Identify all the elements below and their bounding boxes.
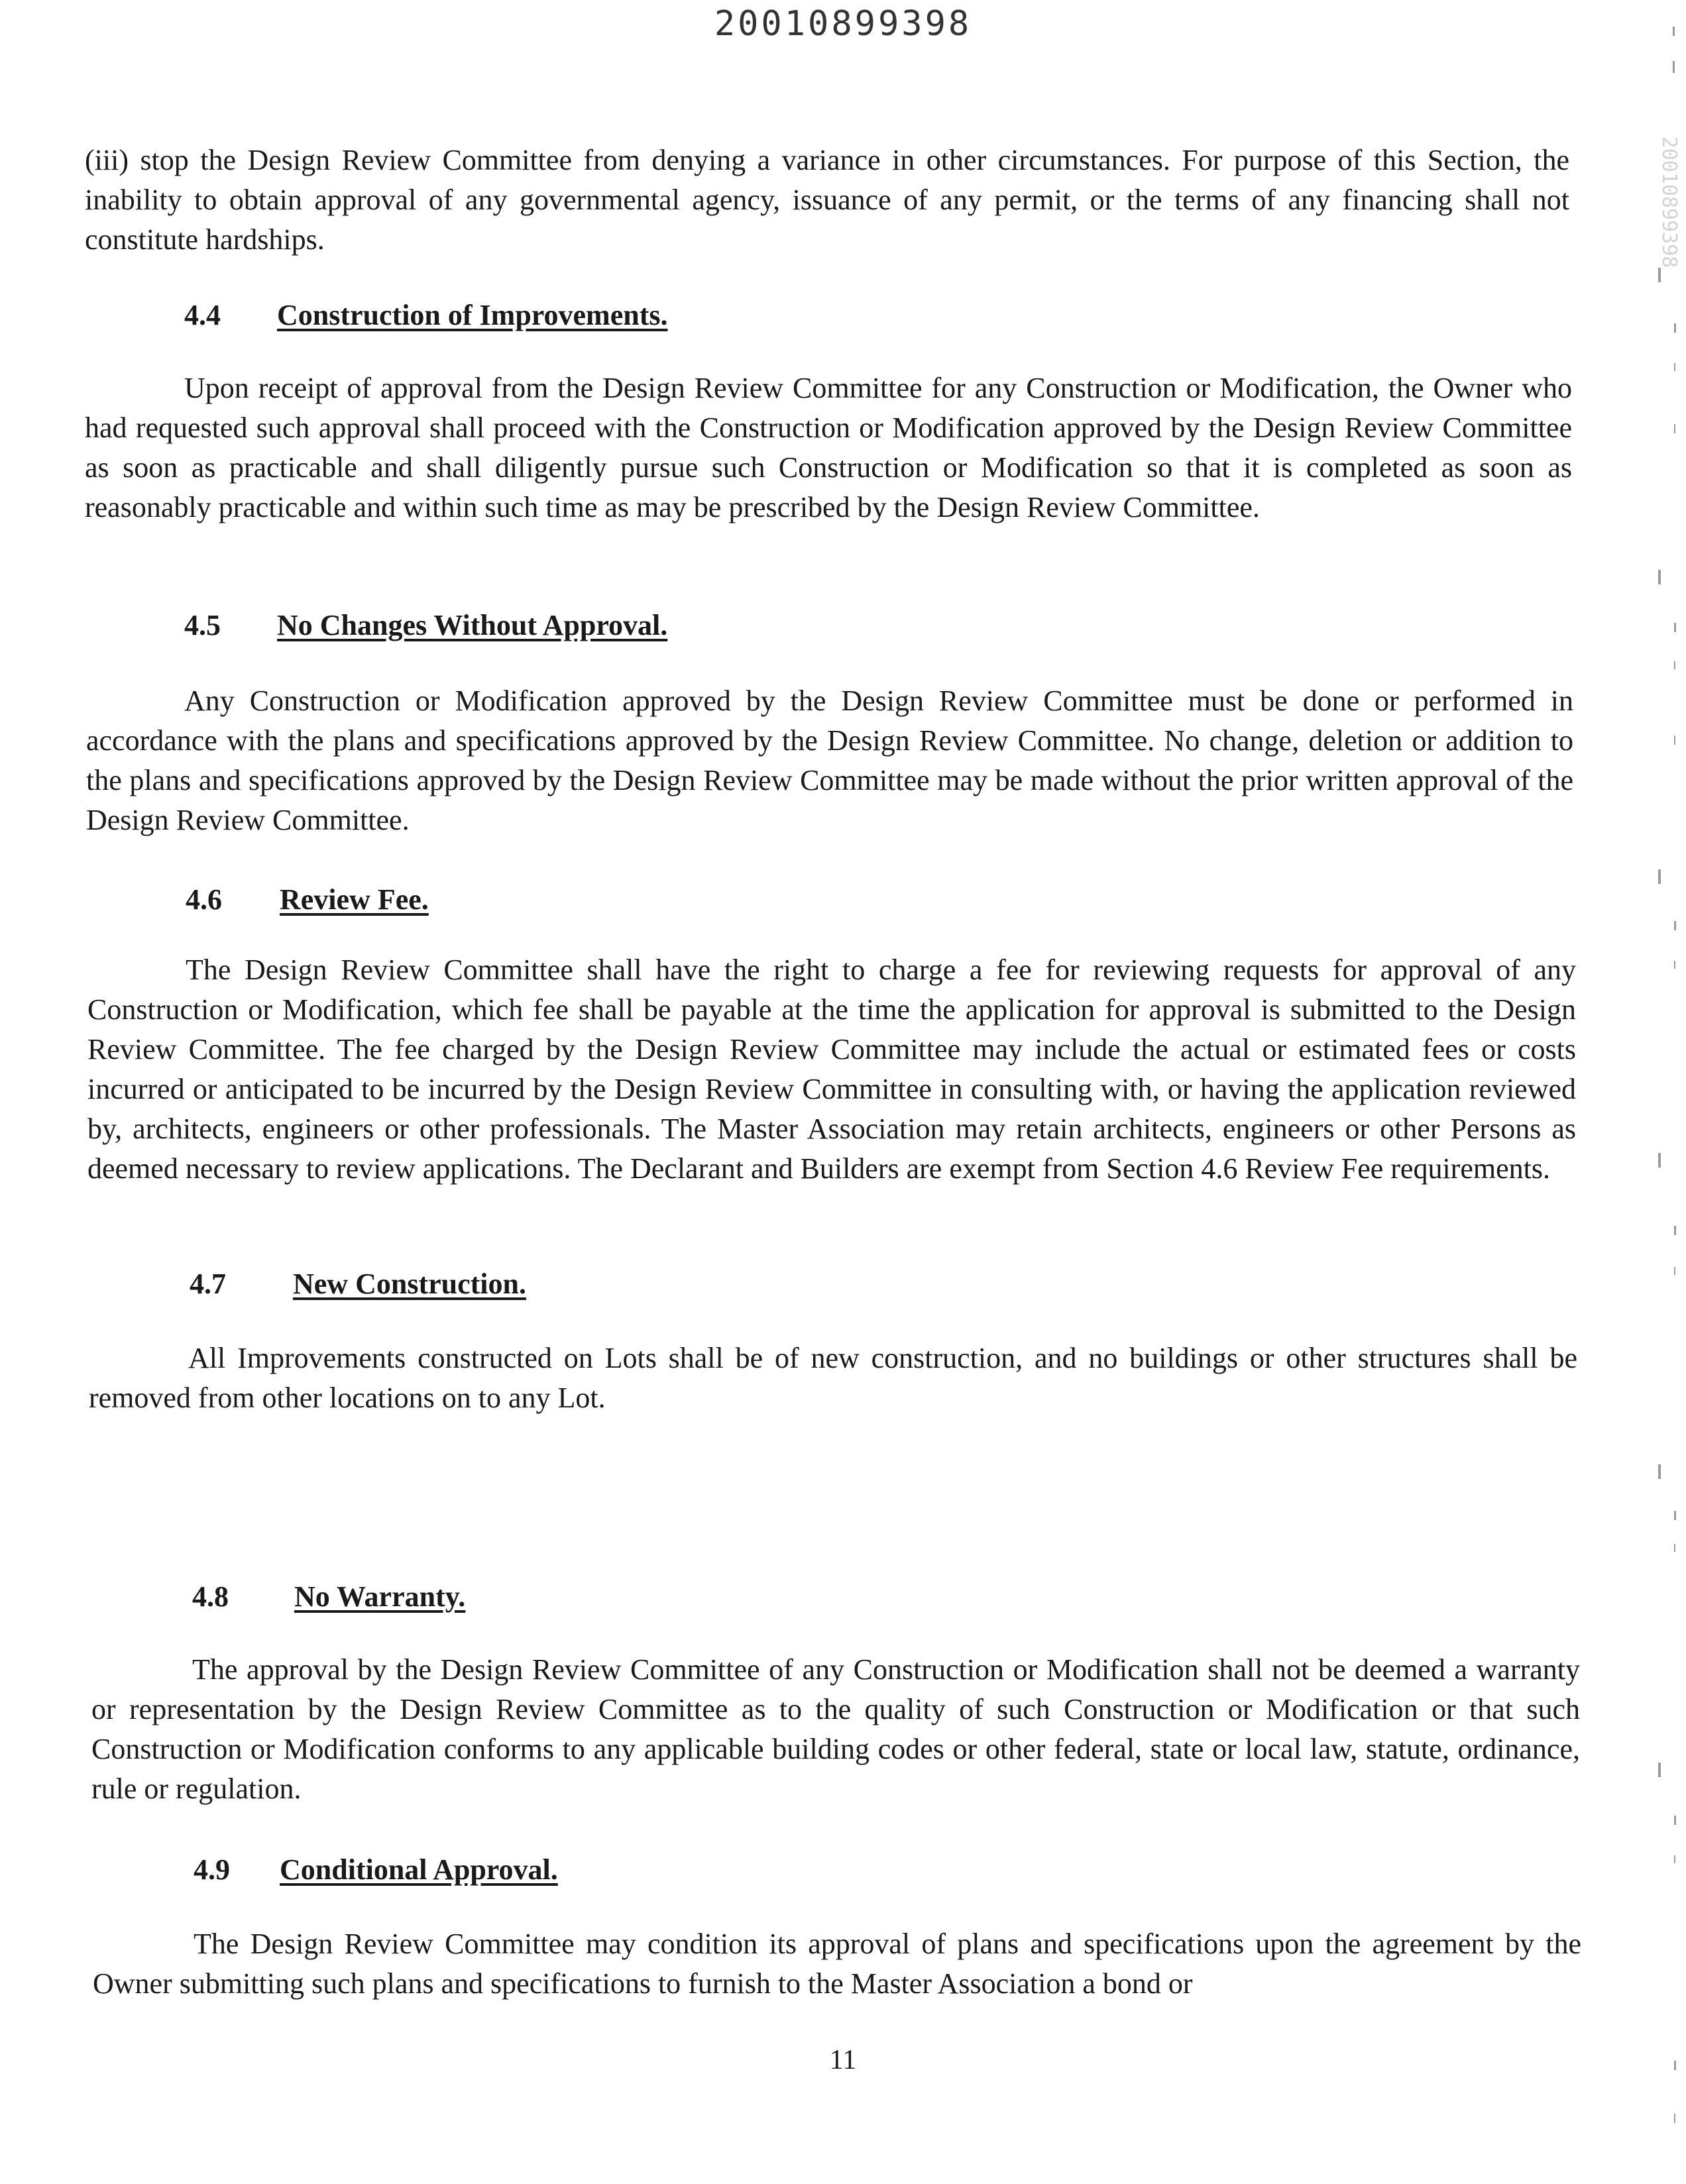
margin-stamp-text: 20010899398 bbox=[1658, 136, 1681, 268]
section-title: Conditional Approval. bbox=[280, 1853, 558, 1886]
speck bbox=[1674, 323, 1676, 333]
section-number: 4.7 bbox=[190, 1268, 226, 1300]
speck bbox=[1674, 363, 1675, 371]
section-4-4-heading bbox=[184, 296, 668, 335]
speck bbox=[1658, 268, 1661, 282]
speck bbox=[1674, 1816, 1676, 1825]
speck bbox=[1674, 424, 1675, 433]
intro-paragraph: (iii) stop the Design Review Committee from denying a variance in other circumstances. For purpose of this Section, the inability to obtain approval of any governmental agency, issuance of any permit, or the terms of any financing shall not constitute hardships. bbox=[85, 144, 1569, 256]
section-4-8-heading bbox=[192, 1577, 465, 1617]
speck bbox=[1674, 961, 1675, 969]
section-4-6-body: The Design Review Committee shall have the right to charge a fee for reviewing requests for approval of any Construction or Modification, which fee shall be payable at the time the application for approval is submitted to the Design Review Committee. The fee charged by the Design Review Committee may include the actual or estimated fees or costs incurred or anticipated to be incurred by the Design Review Committee in consulting with, or having the application reviewed by, architects, engineers or other professionals. The Master Association may retain architects, engineers or other Persons as deemed necessary to review applications. The Declarant and Builders are exempt from Section 4.6 Review Fee requirements. bbox=[87, 954, 1576, 1185]
section-number: 4.6 bbox=[186, 883, 222, 916]
section-4-5-heading bbox=[184, 606, 667, 645]
speck bbox=[1674, 1226, 1676, 1235]
speck bbox=[1658, 1464, 1661, 1479]
section-4-7-body: All Improvements constructed on Lots shall be of new construction, and no buildings or other structures shall be removed from other locations on to any Lot. bbox=[89, 1342, 1577, 1414]
speck bbox=[1674, 623, 1676, 632]
section-4-9-heading bbox=[194, 1850, 558, 1890]
document-number: 20010899398 bbox=[714, 4, 972, 44]
speck bbox=[1674, 1267, 1675, 1275]
page-number: 11 bbox=[829, 2045, 857, 2075]
speck bbox=[1674, 661, 1675, 669]
speck bbox=[1658, 869, 1661, 884]
section-title: Construction of Improvements. bbox=[277, 299, 668, 331]
section-title: Review Fee. bbox=[280, 883, 429, 916]
section-4-7-heading bbox=[190, 1264, 526, 1304]
speck bbox=[1658, 570, 1661, 584]
section-4-9-body: The Design Review Committee may condition its approval of plans and specifications upon the agreement by the Owner submitting such plans and specifications to furnish to the Master Association a bond or bbox=[93, 1928, 1581, 2000]
section-number: 4.8 bbox=[192, 1580, 229, 1613]
speck bbox=[1674, 736, 1675, 745]
speck bbox=[1674, 2061, 1676, 2070]
speck bbox=[1658, 1763, 1661, 1777]
section-4-4-body: Upon receipt of approval from the Design Review Committee for any Construction or Modification, the Owner who had requested such approval shall proceed with the Construction or Modification approved by the Design Review Committee as soon as practicable and shall diligently pursue such Construction or Modification so that it is completed as soon as reasonably practicable and within such time as may be prescribed by the Design Review Committee. bbox=[85, 372, 1572, 523]
speck bbox=[1674, 1855, 1675, 1863]
speck bbox=[1673, 27, 1675, 36]
section-number: 4.5 bbox=[184, 609, 221, 641]
section-4-5-body: Any Construction or Modification approved by the Design Review Committee must be done or performed in accordance with the plans and specifications approved by the Design Review Committee. No change, deletion or addition to the plans and specifications approved by the Design Review Committee may be made without the prior written approval of the Design Review Committee. bbox=[86, 684, 1573, 836]
section-title: New Construction. bbox=[293, 1268, 526, 1300]
section-4-8-body: The approval by the Design Review Committee of any Construction or Modification shall not be deemed a warranty or representation by the Design Review Committee as to the quality of such Construction or Modification or that such Construction or Modification conforms to any applicable building codes or other federal, state or local law, statute, ordinance, rule or regulation. bbox=[91, 1653, 1580, 1805]
section-4-6-heading bbox=[186, 880, 429, 920]
section-number: 4.9 bbox=[194, 1853, 230, 1886]
speck bbox=[1673, 61, 1675, 73]
speck bbox=[1674, 1544, 1675, 1552]
section-title: No Changes Without Approval. bbox=[277, 609, 668, 641]
speck bbox=[1658, 1153, 1661, 1168]
speck bbox=[1674, 1511, 1676, 1520]
speck bbox=[1674, 921, 1676, 930]
section-number: 4.4 bbox=[184, 299, 221, 331]
section-title: No Warranty. bbox=[294, 1580, 466, 1613]
speck bbox=[1674, 2114, 1675, 2123]
scan-artifacts bbox=[1644, 0, 1686, 2184]
